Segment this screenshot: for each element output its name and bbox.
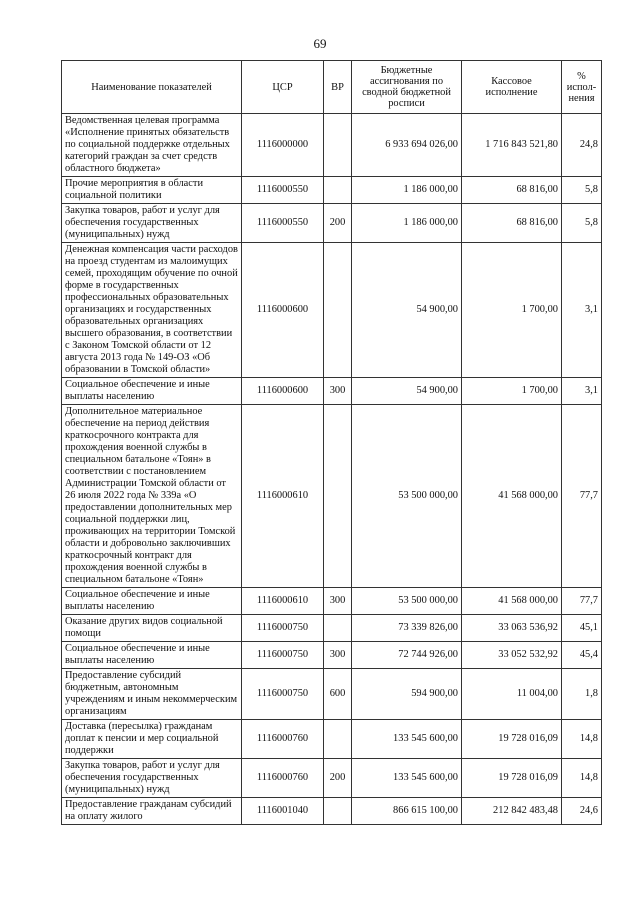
row-percent: 1,8 (562, 669, 602, 720)
row-vr: 200 (324, 759, 352, 798)
row-budget: 133 545 600,00 (352, 720, 462, 759)
row-name: Денежная компенсация части расходов на проезд студентам из малоимущих семей, проходящим обучение по очной форме в государственных профессиональных образовательных организациях и государственных образовательных организациях высшего образования, в соответствии с Законом Томской области от 12 августа 2013 года № 149-ОЗ «Об образовании в Томской области» (62, 243, 242, 378)
header-percent: % испол-нения (562, 61, 602, 114)
row-vr (324, 177, 352, 204)
row-cash: 11 004,00 (462, 669, 562, 720)
row-vr (324, 114, 352, 177)
table-row (62, 759, 602, 798)
row-vr: 300 (324, 588, 352, 615)
row-budget: 6 933 694 026,00 (352, 114, 462, 177)
table-row (62, 720, 602, 759)
row-budget: 53 500 000,00 (352, 405, 462, 588)
row-vr: 200 (324, 204, 352, 243)
row-csr: 1116000760 (242, 720, 324, 759)
header-csr: ЦСР (242, 61, 324, 114)
row-percent: 3,1 (562, 378, 602, 405)
header-cash: Кассовое исполнение (462, 61, 562, 114)
row-name: Социальное обеспечение и иные выплаты населению (62, 642, 242, 669)
row-vr: 300 (324, 378, 352, 405)
row-budget: 53 500 000,00 (352, 588, 462, 615)
row-percent: 14,8 (562, 759, 602, 798)
row-cash: 41 568 000,00 (462, 405, 562, 588)
row-name: Доставка (пересылка) гражданам доплат к пенсии и мер социальной поддержки (62, 720, 242, 759)
row-budget: 73 339 826,00 (352, 615, 462, 642)
row-name: Прочие мероприятия в области социальной политики (62, 177, 242, 204)
row-percent: 45,4 (562, 642, 602, 669)
row-budget: 54 900,00 (352, 243, 462, 378)
row-percent: 5,8 (562, 204, 602, 243)
table-row (62, 114, 602, 177)
row-cash: 33 063 536,92 (462, 615, 562, 642)
row-vr (324, 243, 352, 378)
row-cash: 19 728 016,09 (462, 759, 562, 798)
row-name: Оказание других видов социальной помощи (62, 615, 242, 642)
row-name: Социальное обеспечение и иные выплаты населению (62, 378, 242, 405)
row-percent: 24,8 (562, 114, 602, 177)
page-number: 69 (313, 36, 327, 51)
table-row (62, 642, 602, 669)
header-vr: ВР (324, 61, 352, 114)
row-percent: 77,7 (562, 405, 602, 588)
row-cash: 19 728 016,09 (462, 720, 562, 759)
row-name: Социальное обеспечение и иные выплаты населению (62, 588, 242, 615)
row-vr: 300 (324, 642, 352, 669)
row-cash: 212 842 483,48 (462, 798, 562, 825)
row-cash: 33 052 532,92 (462, 642, 562, 669)
row-csr: 1116000000 (242, 114, 324, 177)
row-vr: 600 (324, 669, 352, 720)
row-name: Закупка товаров, работ и услуг для обеспечения государственных (муниципальных) нужд (62, 204, 242, 243)
budget-execution-table (61, 60, 602, 825)
row-percent: 24,6 (562, 798, 602, 825)
table-row (62, 378, 602, 405)
table-row (62, 204, 602, 243)
row-csr: 1116000750 (242, 642, 324, 669)
row-cash: 1 700,00 (462, 378, 562, 405)
row-budget: 133 545 600,00 (352, 759, 462, 798)
row-budget: 1 186 000,00 (352, 204, 462, 243)
table-row (62, 243, 602, 378)
row-percent: 3,1 (562, 243, 602, 378)
row-cash: 68 816,00 (462, 177, 562, 204)
table-row (62, 588, 602, 615)
table-row (62, 405, 602, 588)
row-budget: 866 615 100,00 (352, 798, 462, 825)
header-name: Наименование показателей (62, 61, 242, 114)
row-vr (324, 615, 352, 642)
table-row (62, 798, 602, 825)
row-budget: 1 186 000,00 (352, 177, 462, 204)
row-csr: 1116000600 (242, 243, 324, 378)
row-percent: 77,7 (562, 588, 602, 615)
row-percent: 5,8 (562, 177, 602, 204)
row-percent: 45,1 (562, 615, 602, 642)
row-csr: 1116000750 (242, 615, 324, 642)
table-header-row (62, 61, 602, 114)
header-budget: Бюджетные ассигнования по сводной бюджетной росписи (352, 61, 462, 114)
row-cash: 41 568 000,00 (462, 588, 562, 615)
row-name: Ведомственная целевая программа «Исполнение принятых обязательств по социальной поддержке отдельных категорий граждан за счет средств областного бюджета» (62, 114, 242, 177)
row-budget: 594 900,00 (352, 669, 462, 720)
row-name: Дополнительное материальное обеспечение на период действия краткосрочного контракта для прохождения военной службы в специальном батальоне «Тоян» в соответствии с постановлением Администрации Томской области от 26 июля 2022 года № 339а «О предоставлении дополнительных мер социальной поддержки лиц, проживающих на территории Томской области и добровольно заключивших краткосрочный контракт для прохождения военной службы в специальном батальоне «Тоян» (62, 405, 242, 588)
table-row (62, 177, 602, 204)
row-csr: 1116000750 (242, 669, 324, 720)
row-csr: 1116000610 (242, 588, 324, 615)
row-cash: 1 700,00 (462, 243, 562, 378)
table-row (62, 615, 602, 642)
row-csr: 1116000610 (242, 405, 324, 588)
row-csr: 1116000550 (242, 204, 324, 243)
row-cash: 68 816,00 (462, 204, 562, 243)
row-csr: 1116000600 (242, 378, 324, 405)
row-cash: 1 716 843 521,80 (462, 114, 562, 177)
row-name: Предоставление субсидий бюджетным, автономным учреждениям и иным некоммерческим организациям (62, 669, 242, 720)
table-row (62, 669, 602, 720)
row-vr (324, 405, 352, 588)
row-budget: 72 744 926,00 (352, 642, 462, 669)
row-name: Закупка товаров, работ и услуг для обеспечения государственных (муниципальных) нужд (62, 759, 242, 798)
row-csr: 1116001040 (242, 798, 324, 825)
row-budget: 54 900,00 (352, 378, 462, 405)
row-vr (324, 798, 352, 825)
row-percent: 14,8 (562, 720, 602, 759)
row-csr: 1116000550 (242, 177, 324, 204)
row-name: Предоставление гражданам субсидий на оплату жилого (62, 798, 242, 825)
row-vr (324, 720, 352, 759)
row-csr: 1116000760 (242, 759, 324, 798)
